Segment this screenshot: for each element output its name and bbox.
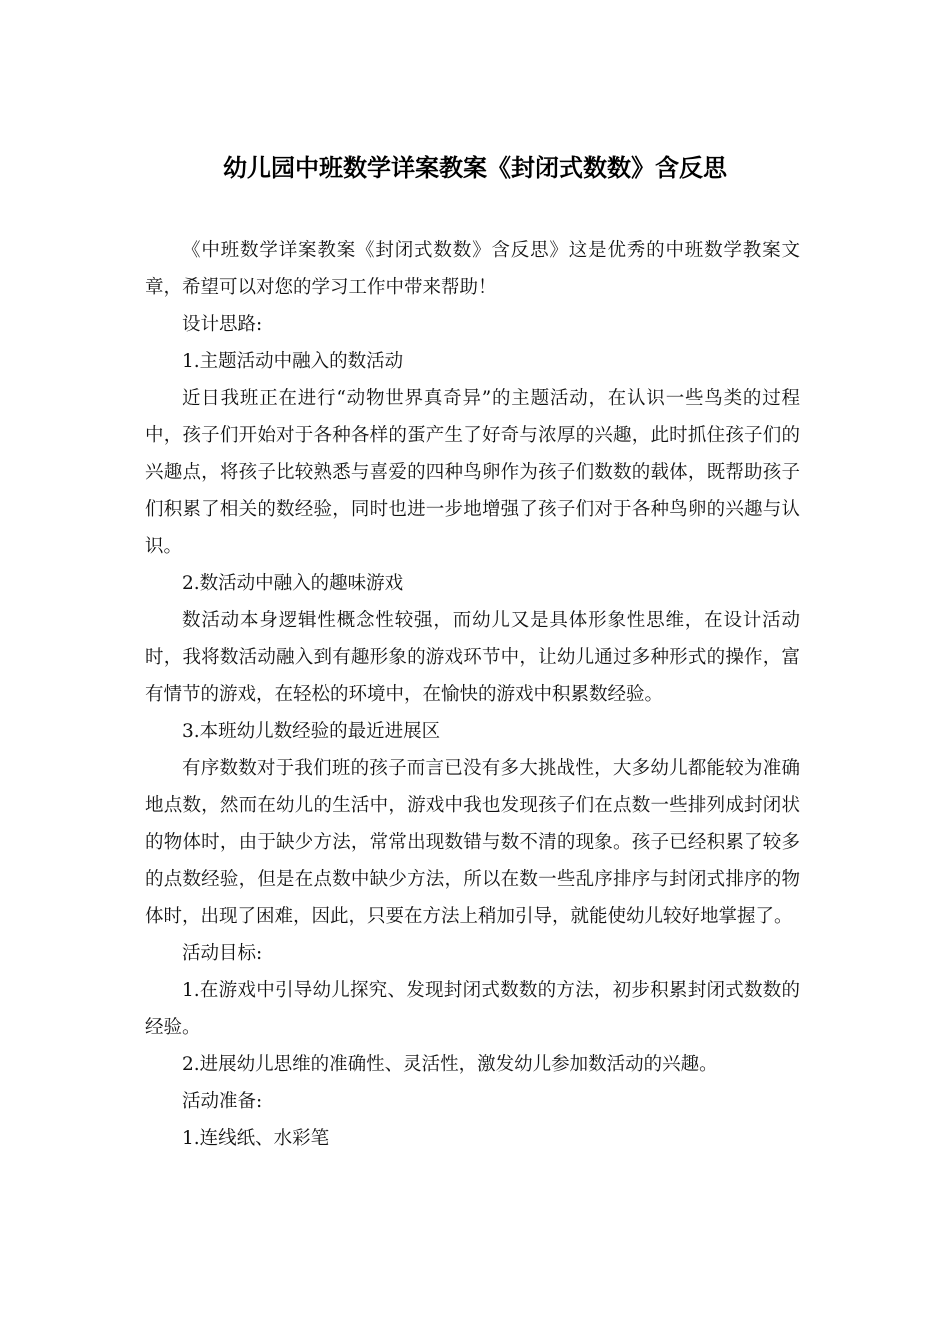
paragraph-theme-activity: 近日我班正在进行“动物世界真奇异”的主题活动，在认识一些鸟类的过程中，孩子们开始对于各种各样的蛋产生了好奇与浓厚的兴趣，此时抓住孩子们的兴趣点，将孩子比较熟悉与喜爱的四种鸟卵作为孩子们数数的载体，既帮助孩子们积累了相关的数经验，同时也进一步地增强了孩子们对于各种鸟卵的兴趣与认识。 — [145, 388, 800, 557]
heading-design-ideas: 设计思路: — [182, 314, 263, 335]
paragraph-class-experience: 有序数数对于我们班的孩子而言已没有多大挑战性，大多幼儿都能较为准确地点数，然而在幼儿的生活中，游戏中我也发现孩子们在点数一些排列成封闭状的物体时，由于缺少方法，常常出现数错与数不清的现象。孩子已经积累了较多的点数经验，但是在点数中缺少方法，所以在数一些乱序排序与封闭式排序的物体时，出现了困难，因此，只要在方法上稍加引导，就能使幼儿较好地掌握了。 — [145, 758, 800, 927]
paragraph-intro: 《中班数学详案教案《封闭式数数》含反思》这是优秀的中班数学教案文章，希望可以对您的学习工作中带来帮助！ — [145, 240, 800, 298]
heading-activity-preparation: 活动准备: — [182, 1091, 263, 1112]
subheading-2: 2.数活动中融入的趣味游戏 — [182, 573, 404, 594]
preparation-item-1: 1.连线纸、水彩笔 — [182, 1128, 330, 1149]
goal-item-2: 2.进展幼儿思维的准确性、灵活性，激发幼儿参加数活动的兴趣。 — [182, 1054, 718, 1075]
heading-activity-goals: 活动目标: — [182, 943, 263, 964]
goal-item-1: 1.在游戏中引导幼儿探究、发现封闭式数数的方法，初步积累封闭式数数的经验。 — [145, 980, 800, 1038]
subheading-3: 3.本班幼儿数经验的最近进展区 — [182, 721, 441, 742]
document-body — [145, 232, 800, 1157]
paragraph-fun-game: 数活动本身逻辑性概念性较强，而幼儿又是具体形象性思维，在设计活动时，我将数活动融入到有趣形象的游戏环节中，让幼儿通过多种形式的操作，富有情节的游戏，在轻松的环境中，在愉快的游戏中积累数经验。 — [145, 610, 800, 705]
document-title: 幼儿园中班数学详案教案《封闭式数数》含反思 — [223, 154, 727, 182]
subheading-1: 1.主题活动中融入的数活动 — [182, 351, 404, 372]
